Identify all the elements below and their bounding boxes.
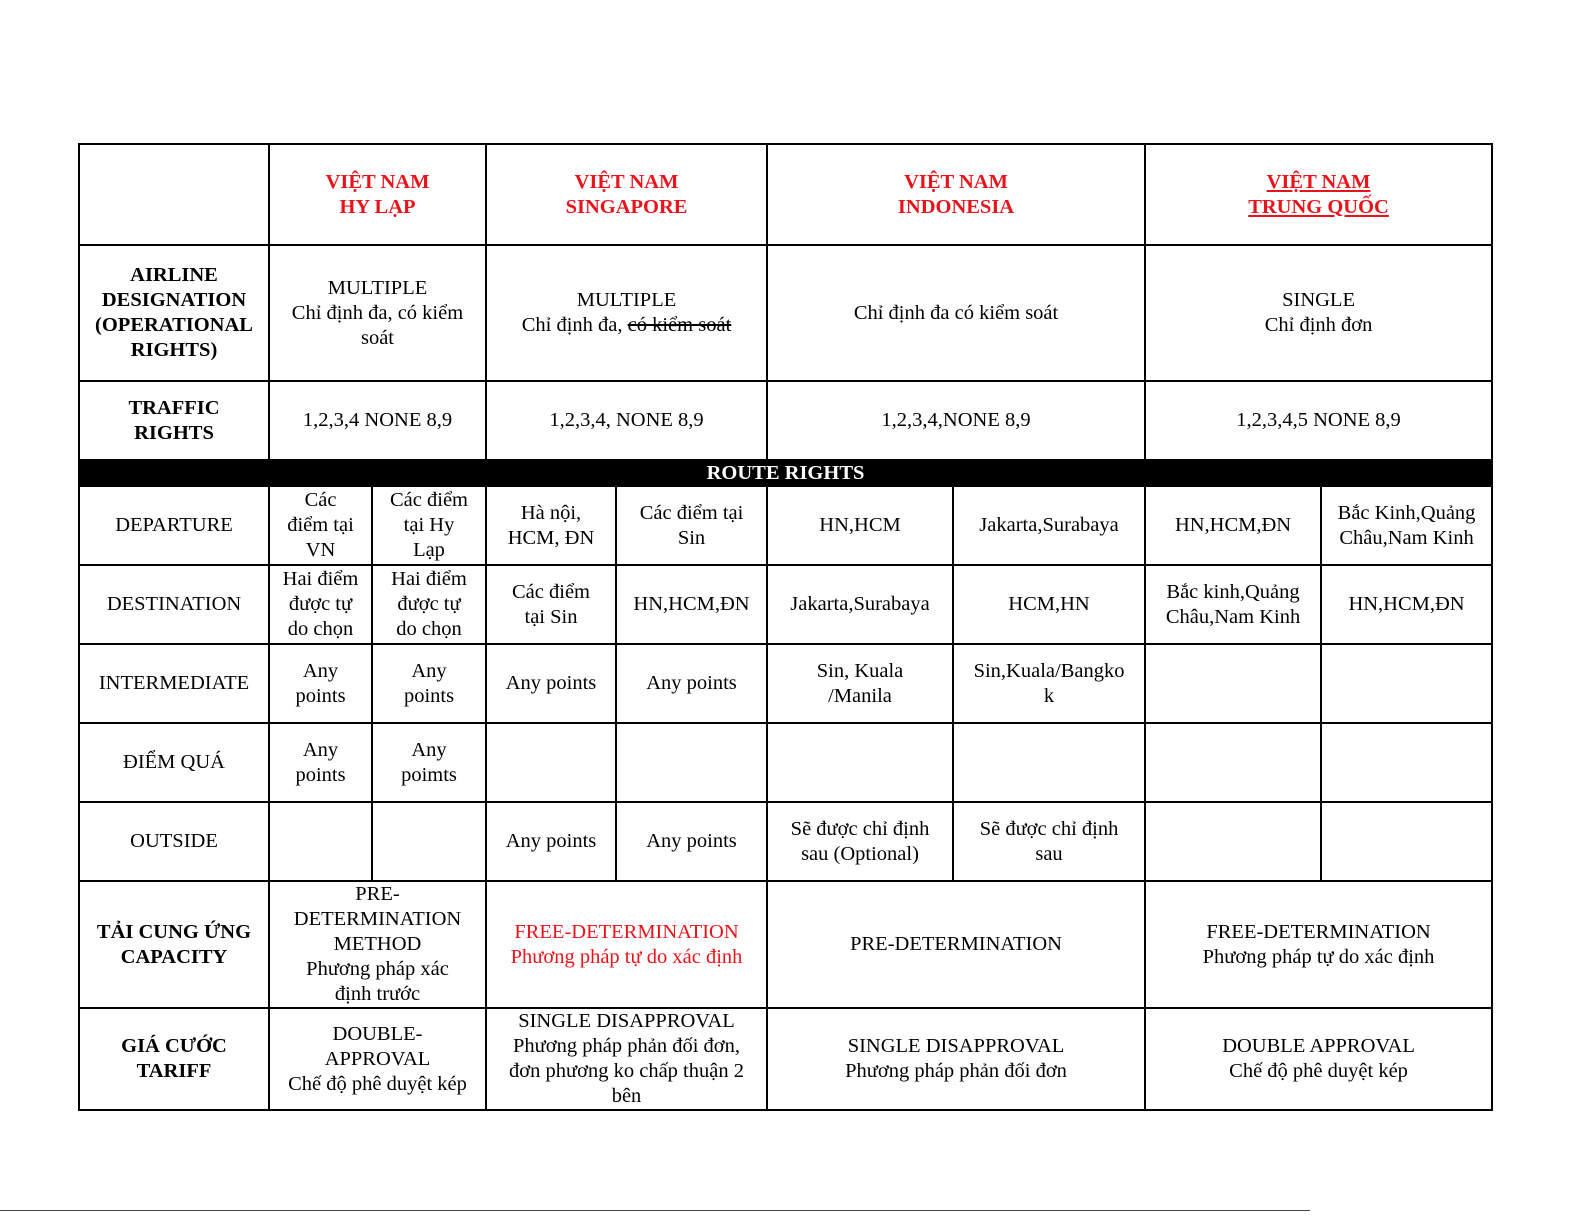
cell-line: APPROVAL [324, 1047, 431, 1070]
header-line: HY LẠP [339, 195, 416, 218]
cell-line: DOUBLE APPROVAL [1222, 1035, 1415, 1057]
corner-cell [79, 144, 269, 245]
cell-line: Phương pháp xác [306, 958, 449, 980]
cell-line: Any [302, 738, 339, 761]
cell-line: Châu,Nam Kinh [1339, 526, 1474, 549]
row-label-capacity [79, 881, 269, 1008]
cell-line: Any points [505, 672, 597, 694]
cell-line: Các điểm tại [639, 501, 744, 524]
cell-line: Phương pháp phản đối đơn [845, 1060, 1067, 1082]
cell-line: Sin,Kuala/Bangko [973, 659, 1125, 682]
outside-cell-empty [372, 802, 486, 881]
airline-greece [269, 245, 486, 381]
cell-line: được tự [288, 593, 353, 615]
destination-cell [953, 565, 1145, 644]
row-label-airline-designation [79, 245, 269, 381]
tariff-indonesia [767, 1008, 1145, 1110]
cell-line: Các điểm [390, 489, 468, 511]
cell-line: đơn phương ko chấp thuận 2 [509, 1060, 744, 1082]
cell-line: Sin [677, 526, 706, 549]
label-line: AIRLINE [130, 264, 218, 286]
label-line: TẢI CUNG ỨNG [96, 920, 252, 943]
label-line: GIÁ CƯỚC [121, 1035, 227, 1057]
capacity-greece [269, 881, 486, 1008]
cell-line: Hai điểm [282, 568, 359, 590]
cell-line: Các điểm [512, 580, 590, 603]
destination-cell [269, 565, 372, 644]
departure-cell [767, 486, 953, 565]
destination-cell [767, 565, 953, 644]
departure-cell [1321, 486, 1492, 565]
cell-line: Phương pháp tự do xác định [510, 945, 743, 968]
label-line: RIGHTS) [130, 339, 218, 361]
cell-line: MULTIPLE [327, 276, 428, 299]
row-label-traffic-rights [79, 381, 269, 460]
route-rights-band [79, 460, 1492, 486]
cell-line: Sẽ được chỉ định [979, 817, 1119, 840]
cell-line: định trước [334, 983, 421, 1005]
route-rights-title: ROUTE RIGHTS [79, 460, 1492, 486]
intermediate-cell [616, 644, 767, 723]
row-label-destination: DESTINATION [79, 565, 269, 644]
outside-cell [953, 802, 1145, 881]
airline-singapore [486, 245, 767, 381]
traffic-china: 1,2,3,4,5 NONE 8,9 [1145, 381, 1492, 460]
cell-line: SINGLE [1282, 289, 1355, 311]
intermediate-cell [269, 644, 372, 723]
intermediate-cell-empty [1321, 644, 1492, 723]
cell-line: Jakarta,Surabaya [979, 514, 1119, 536]
departure-cell [1145, 486, 1321, 565]
airline-indonesia: Chỉ định đa có kiểm soát [767, 245, 1145, 381]
cell-line: Any [411, 738, 447, 761]
departure-cell [486, 486, 616, 565]
label-line: CAPACITY [120, 945, 228, 968]
tariff-row [79, 1008, 1492, 1110]
cell-line: /Manila [828, 684, 892, 707]
cell-line: Phương pháp tự do xác định [1202, 945, 1435, 968]
cell-line: Any points [505, 830, 597, 852]
cell-line: HN,HCM,ĐN [633, 593, 750, 615]
airline-china [1145, 245, 1492, 381]
header-line: VIỆT NAM [325, 170, 430, 193]
tariff-greece [269, 1008, 486, 1110]
capacity-china [1145, 881, 1492, 1008]
tariff-china [1145, 1008, 1492, 1110]
header-line: TRUNG QUỐC [1248, 195, 1389, 218]
row-label-diem-qua: ĐIỂM QUÁ [79, 723, 269, 802]
cell-line: k [1043, 684, 1055, 707]
cell-line: sau (Optional) [801, 842, 919, 865]
departure-cell [616, 486, 767, 565]
cell-line: poimts [401, 763, 457, 786]
cell-line: Châu,Nam Kinh [1165, 605, 1301, 628]
cell-line: Chỉ định đa, có kiểm [291, 301, 464, 324]
header-vietnam-singapore [486, 144, 767, 245]
cell-line: Any [302, 659, 339, 682]
intermediate-cell [767, 644, 953, 723]
cell-line: MULTIPLE [576, 289, 677, 311]
cell-line: HCM, ĐN [507, 526, 595, 549]
outside-cell-empty [269, 802, 372, 881]
header-line: VIỆT NAM [904, 170, 1008, 193]
cell-line: VN [305, 539, 336, 561]
airline-designation-row [79, 245, 1492, 381]
traffic-greece: 1,2,3,4 NONE 8,9 [269, 381, 486, 460]
cell-line: Sin, Kuala [816, 659, 904, 682]
diem-qua-cell-empty [1145, 723, 1321, 802]
cell-line: Hà nội, [520, 501, 582, 524]
cell-line: Any points [646, 672, 737, 694]
cell-line: Any points [646, 830, 737, 852]
diem-qua-cell-empty [486, 723, 616, 802]
diem-qua-cell-empty [616, 723, 767, 802]
cell-line: được tự [397, 593, 461, 615]
cell-line: FREE-DETERMINATION [514, 920, 739, 943]
cell-line: tại Hy [403, 514, 455, 536]
page-footer-divider [0, 1210, 1310, 1211]
cell-line: DOUBLE- [332, 1022, 423, 1045]
traffic-singapore: 1,2,3,4, NONE 8,9 [486, 381, 767, 460]
label-line: RIGHTS [134, 421, 214, 444]
label-line: (OPERATIONAL [95, 314, 253, 336]
cell-line: PRE- [355, 883, 400, 905]
cell-line: tại Sin [524, 605, 578, 628]
row-label-outside: OUTSIDE [79, 802, 269, 881]
diem-qua-cell-empty [767, 723, 953, 802]
cell-line: HCM,HN [1008, 593, 1090, 615]
header-line: SINGAPORE [565, 195, 688, 218]
cell-line: do chọn [396, 618, 462, 640]
header-line: VIỆT NAM [574, 170, 679, 193]
outside-cell [767, 802, 953, 881]
cell-line: Sẽ được chỉ định [790, 817, 930, 840]
cell-line: SINGLE DISAPPROVAL [518, 1010, 735, 1032]
struck-text: có kiểm soát [627, 314, 732, 336]
departure-row [79, 486, 1492, 565]
label-line: DESIGNATION [101, 289, 247, 311]
comparison-table [78, 143, 1493, 1111]
destination-cell [372, 565, 486, 644]
capacity-singapore [486, 881, 767, 1008]
cell-line: HN,HCM [819, 514, 901, 536]
cell-line: METHOD [333, 933, 422, 955]
traffic-rights-row [79, 381, 1492, 460]
cell-line: Chỉ định đơn [1264, 314, 1373, 336]
diem-qua-cell [269, 723, 372, 802]
outside-cell [616, 802, 767, 881]
destination-row [79, 565, 1492, 644]
header-vietnam-indonesia [767, 144, 1145, 245]
row-label-departure: DEPARTURE [79, 486, 269, 565]
header-line: VIỆT NAM [1266, 170, 1371, 193]
cell-line: Hai điểm [391, 568, 467, 590]
cell-line: sau [1035, 842, 1063, 865]
cell-line: Bắc Kinh,Quảng [1337, 501, 1476, 524]
cell-line: DETERMINATION [293, 908, 462, 930]
cell-line: points [295, 684, 346, 707]
diem-qua-cell [372, 723, 486, 802]
intermediate-cell [372, 644, 486, 723]
destination-cell [486, 565, 616, 644]
row-label-tariff [79, 1008, 269, 1110]
outside-cell-empty [1321, 802, 1492, 881]
capacity-row [79, 881, 1492, 1008]
header-vietnam-greece [269, 144, 486, 245]
diem-qua-cell-empty [953, 723, 1145, 802]
intermediate-row [79, 644, 1492, 723]
outside-cell [486, 802, 616, 881]
cell-line: Chế độ phê duyệt kép [1229, 1060, 1408, 1082]
cell-line: bên [611, 1085, 642, 1107]
capacity-indonesia: PRE-DETERMINATION [767, 881, 1145, 1008]
intermediate-cell [953, 644, 1145, 723]
intermediate-cell [486, 644, 616, 723]
intermediate-cell-empty [1145, 644, 1321, 723]
cell-line: Any [411, 659, 447, 682]
cell-line: HN,HCM,ĐN [1348, 593, 1465, 615]
outside-row [79, 802, 1492, 881]
departure-cell [269, 486, 372, 565]
cell-line: points [403, 684, 455, 707]
cell-line: điểm tại [287, 514, 354, 536]
cell-line: Chế độ phê duyệt kép [288, 1072, 467, 1095]
cell-line: Jakarta,Surabaya [790, 593, 930, 615]
cell-line: SINGLE DISAPPROVAL [847, 1035, 1065, 1057]
cell-line: FREE-DETERMINATION [1206, 920, 1431, 943]
outside-cell-empty [1145, 802, 1321, 881]
cell-line: Phương pháp phản đối đơn, [513, 1035, 740, 1057]
cell-text: Chỉ định đa, [521, 314, 628, 336]
diem-qua-cell-empty [1321, 723, 1492, 802]
departure-cell [953, 486, 1145, 565]
cell-line: points [295, 763, 346, 786]
label-line: TARIFF [136, 1060, 212, 1082]
tariff-singapore [486, 1008, 767, 1110]
row-label-intermediate: INTERMEDIATE [79, 644, 269, 723]
cell-line: HN,HCM,ĐN [1174, 514, 1292, 536]
traffic-indonesia: 1,2,3,4,NONE 8,9 [767, 381, 1145, 460]
header-vietnam-china [1145, 144, 1492, 245]
cell-line: do chọn [287, 618, 354, 640]
cell-line: Các [304, 489, 337, 511]
label-line: TRAFFIC [128, 396, 220, 419]
cell-line: Bắc kinh,Quảng [1166, 580, 1300, 603]
diem-qua-row [79, 723, 1492, 802]
cell-line: soát [360, 326, 395, 349]
cell-line: Lạp [413, 539, 445, 561]
header-row [79, 144, 1492, 245]
departure-cell [372, 486, 486, 565]
destination-cell [1145, 565, 1321, 644]
destination-cell [1321, 565, 1492, 644]
destination-cell [616, 565, 767, 644]
header-line: INDONESIA [897, 195, 1015, 218]
